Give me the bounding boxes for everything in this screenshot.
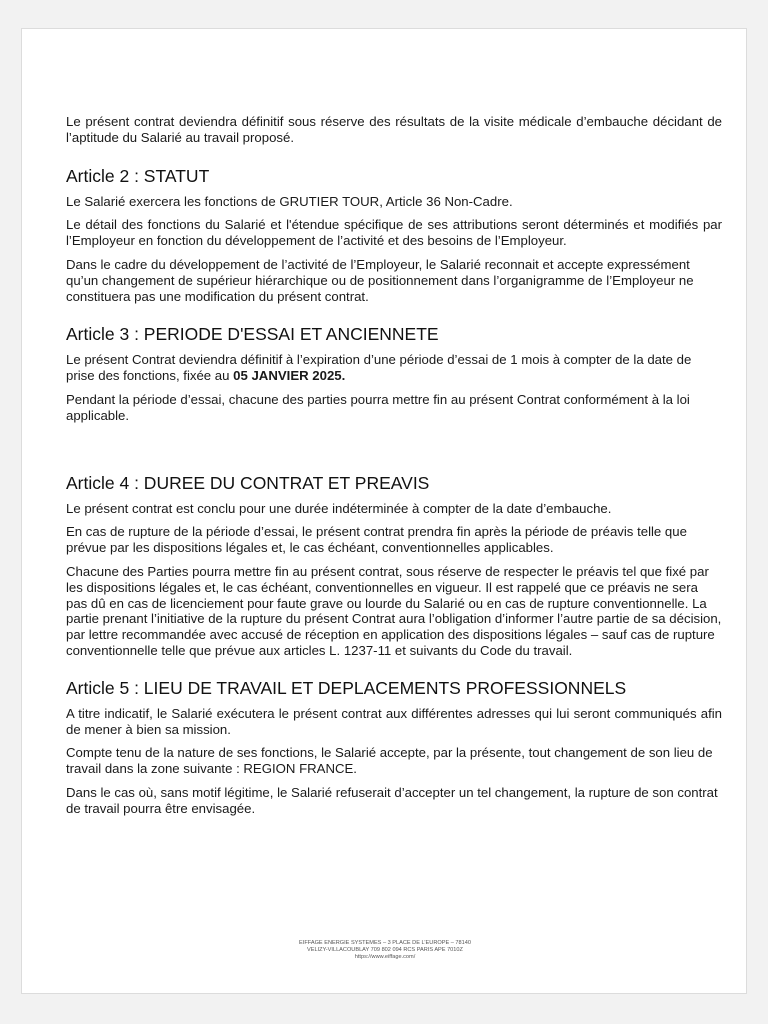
article-2-heading: Article 2 : STATUT — [66, 165, 210, 186]
article-5-paragraph-3: Dans le cas où, sans motif légitime, le Salarié refuserait d’accepter un tel changement, la rupture de son contrat de travail pourra être envisagée. — [66, 784, 718, 816]
article-4-paragraph-3: Chacune des Parties pourra mettre fin au présent contrat, sous réserve de respecter le préavis tel que fixé par les dispositions légales et, le cas échéant, conventionnelles en vigueur. Il est rappelé que ce préavis ne sera pas dû en cas de licenciement pour faute grave ou lourde du Salarié ou en cas de rupture conventionnelle. La partie prenant l’initiative de la rupture du présent Contrat aura l’obligation d’informer l’autre partie de sa décision, par lettre recommandée avec accusé de réception en application des dispositions légales – sauf cas de rupture conventionnelle telle que prévue aux articles L. 1237-11 et suivants du Code du travail. — [66, 563, 722, 658]
article-2-paragraph-3: Dans le cadre du développement de l’activité de l’Employeur, le Salarié reconnait et accepte expressément qu’un changement de supérieur hiérarchique ou de positionnement dans l’organigramme de l’Employeur ne constituera pas une modification du présent contrat. — [66, 256, 694, 304]
document-body — [66, 114, 722, 825]
article-5-heading: Article 5 : LIEU DE TRAVAIL ET DEPLACEMENTS PROFESSIONNELS — [66, 677, 627, 698]
article-3-paragraph-2: Pendant la période d’essai, chacune des parties pourra mettre fin au présent Contrat conformément à la loi applicable. — [66, 391, 690, 423]
page-footer — [22, 940, 748, 961]
article-4-paragraph-1: Le présent contrat est conclu pour une durée indéterminée à compter de la date d’embauche. — [66, 500, 612, 516]
article-3-paragraph-1 — [66, 352, 722, 384]
article-4-paragraph-2: En cas de rupture de la période d’essai, le présent contrat prendra fin après la période de préavis telle que prévue par les dispositions légales et, le cas échéant, conventionnelles applicables. — [66, 524, 687, 556]
article-3-paragraph-1-text: Le présent Contrat deviendra définitif à l’expiration d’une période d’essai de 1 mois à compter de la date de prise des fonctions, fixée au — [66, 352, 692, 384]
article-5-paragraph-1: A titre indicatif, le Salarié exécutera le présent contrat aux différentes adresses qui lui seront communiqués afin de mener à bien sa mission. — [66, 705, 722, 737]
footer-url: https://www.eiffage.com/ — [354, 954, 416, 960]
article-2-paragraph-1: Le Salarié exercera les fonctions de GRUTIER TOUR, Article 36 Non-Cadre. — [66, 193, 513, 209]
article-5-paragraph-2: Compte tenu de la nature de ses fonctions, le Salarié accepte, par la présente, tout changement de son lieu de travail dans la zone suivante : REGION FRANCE. — [66, 745, 713, 777]
footer-line-2: VELIZY-VILLACOUBLAY 709 802 094 RCS PARIS APE 7010Z — [307, 947, 463, 953]
article-2-paragraph-2: Le détail des fonctions du Salarié et l'étendue spécifique de ses attributions seront déterminés et modifiés par l’Employeur en fonction du développement de l’activité et des besoins de l’Employeur. — [66, 217, 722, 249]
intro-paragraph: Le présent contrat deviendra définitif sous réserve des résultats de la visite médicale d’embauche décidant de l’aptitude du Salarié au travail proposé. — [66, 114, 722, 145]
document-page — [21, 28, 747, 994]
trial-start-date: 05 JANVIER 2025. — [233, 368, 346, 384]
article-3-heading: Article 3 : PERIODE D'ESSAI ET ANCIENNETE — [66, 324, 439, 345]
footer-line-1: EIFFAGE ENERGIE SYSTEMES – 3 PLACE DE L’EUROPE – 78140 — [299, 940, 471, 946]
article-4-heading: Article 4 : DUREE DU CONTRAT ET PREAVIS — [66, 472, 430, 493]
